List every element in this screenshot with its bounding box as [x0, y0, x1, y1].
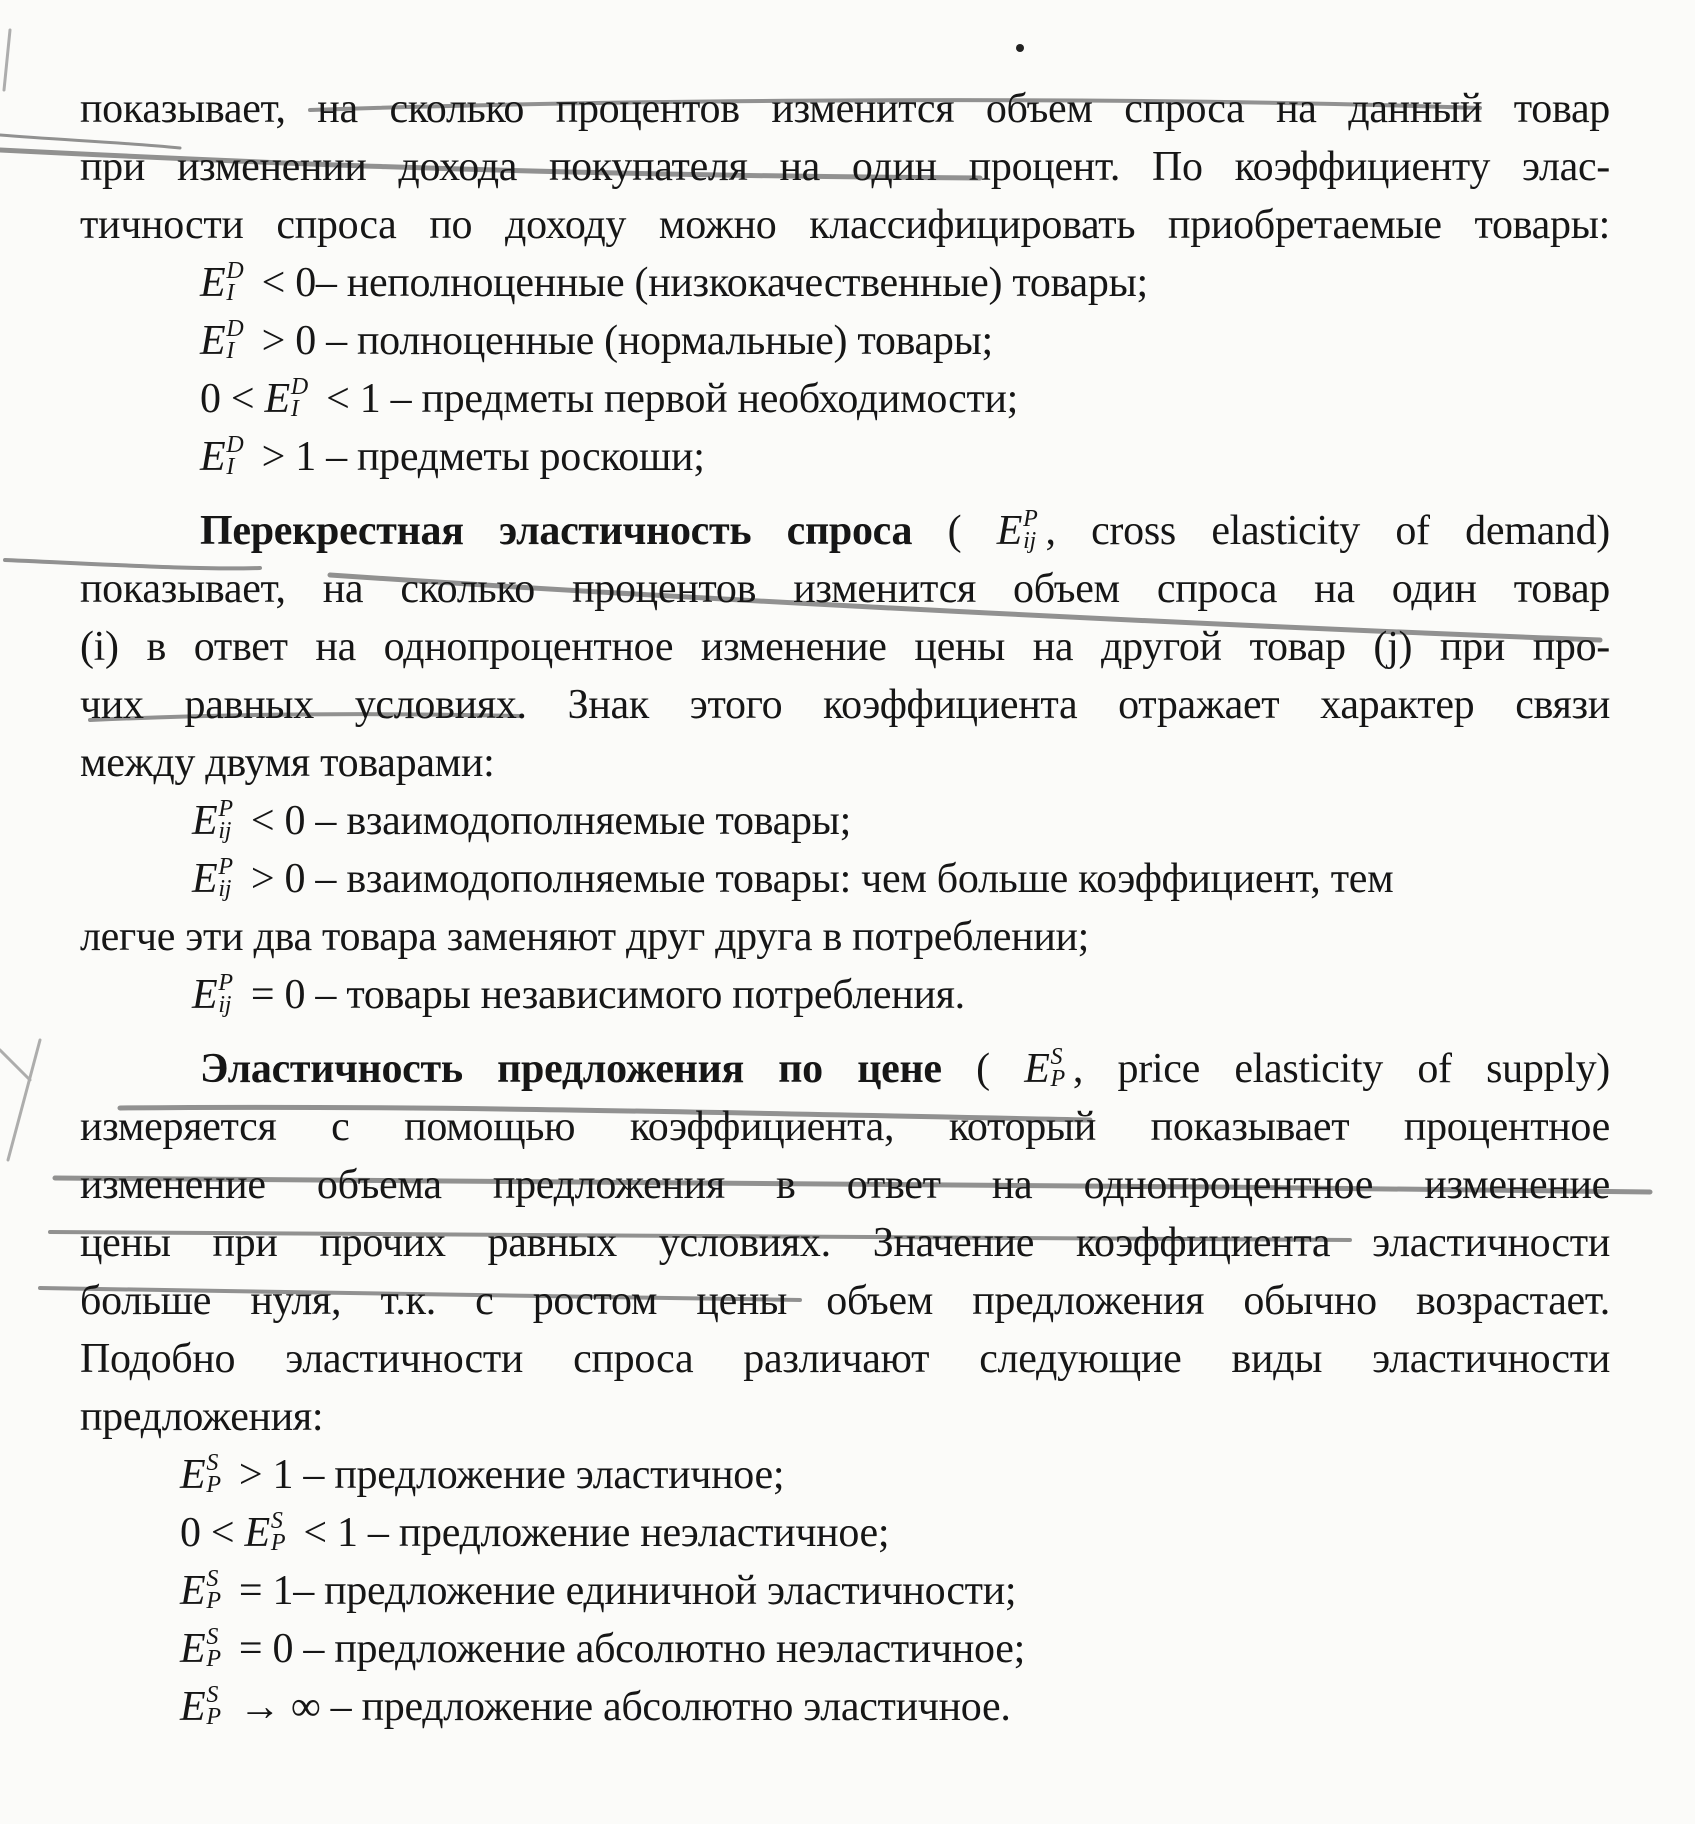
paragraph-line: цены при прочих равных условиях. Значение коэффициента эластичности: [80, 1220, 1610, 1266]
supply-elasticity-heading: Эластичность предложения по цене ( E S P , price elasticity of supply): [80, 1040, 1610, 1098]
math-symbol: E: [180, 1684, 206, 1730]
paragraph-line: Подобно эластичности спроса различают следующие виды эластичности: [80, 1336, 1610, 1382]
formula-item: E S P → ∞ – предложение абсолютно эластичное.: [80, 1678, 1610, 1736]
math-symbol: E: [244, 1510, 270, 1556]
paragraph-line: легче эти два товара заменяют друг друга в потреблении;: [80, 914, 1090, 960]
math-symbol: E: [200, 318, 226, 364]
formula-item: E S P = 1– предложение единичной эластичности;: [80, 1562, 1610, 1620]
math-symbol: E: [180, 1568, 206, 1614]
cross-elasticity-heading: Перекрестная эластичность спроса ( E P ij , cross elasticity of demand): [80, 502, 1610, 560]
paragraph-line: показывает, на сколько процентов изменится объем спроса на один товар: [80, 566, 1610, 612]
formula-item: E D I > 1 – предметы роскоши;: [80, 428, 1610, 486]
paragraph-line: (i) в ответ на однопроцентное изменение цены на другой товар (j) при про-: [80, 624, 1610, 670]
body-text: [80, 80, 1610, 1736]
paragraph-line: чих равных условиях. Знак этого коэффициента отражает характер связи: [80, 682, 1610, 728]
math-symbol: E: [192, 972, 218, 1018]
paragraph-line: предложения:: [80, 1394, 324, 1440]
formula-item: E P ij = 0 – товары независимого потребления.: [80, 966, 1610, 1024]
paragraph-line: измеряется с помощью коэффициента, который показывает процентное: [80, 1104, 1610, 1150]
formula-item: E P ij < 0 – взаимодополняемые товары;: [80, 792, 1610, 850]
formula-item: 0 < E S P < 1 – предложение неэластичное;: [80, 1504, 1610, 1562]
math-symbol: E: [192, 856, 218, 902]
term-heading: Перекрестная эластичность спроса: [200, 508, 913, 554]
formula-item: E P ij > 0 – взаимодополняемые товары: чем больше коэффициент, тем: [80, 850, 1610, 908]
formula-item: E S P = 0 – предложение абсолютно неэластичное;: [80, 1620, 1610, 1678]
math-symbol: E: [264, 376, 290, 422]
formula-item: E S P > 1 – предложение эластичное;: [80, 1446, 1610, 1504]
math-symbol: E: [180, 1626, 206, 1672]
math-symbol: E: [200, 434, 226, 480]
math-symbol: E: [1024, 1046, 1050, 1092]
paragraph-line: больше нуля, т.к. с ростом цены объем предложения обычно возрастает.: [80, 1278, 1610, 1324]
term-heading: Эластичность предложения по цене: [200, 1046, 942, 1092]
math-symbol: E: [996, 508, 1023, 554]
formula-item: E D I > 0 – полноценные (нормальные) товары;: [80, 312, 1610, 370]
paragraph-line: при изменении дохода покупателя на один процент. По коэффициенту элас-: [80, 144, 1610, 190]
formula-item: E D I < 0– неполноценные (низкокачественные) товары;: [80, 254, 1610, 312]
paragraph-line: показывает, на сколько процентов изменится объем спроса на данный товар: [80, 86, 1610, 132]
paragraph-line: изменение объема предложения в ответ на однопроцентное изменение: [80, 1162, 1610, 1208]
math-symbol: E: [200, 260, 226, 306]
formula-item: 0 < E D I < 1 – предметы первой необходимости;: [80, 370, 1610, 428]
paragraph-line: между двумя товарами:: [80, 740, 495, 786]
math-symbol: E: [180, 1452, 206, 1498]
paragraph-line: тичности спроса по доходу можно классифицировать приобретаемые товары:: [80, 202, 1610, 248]
math-symbol: E: [192, 798, 218, 844]
